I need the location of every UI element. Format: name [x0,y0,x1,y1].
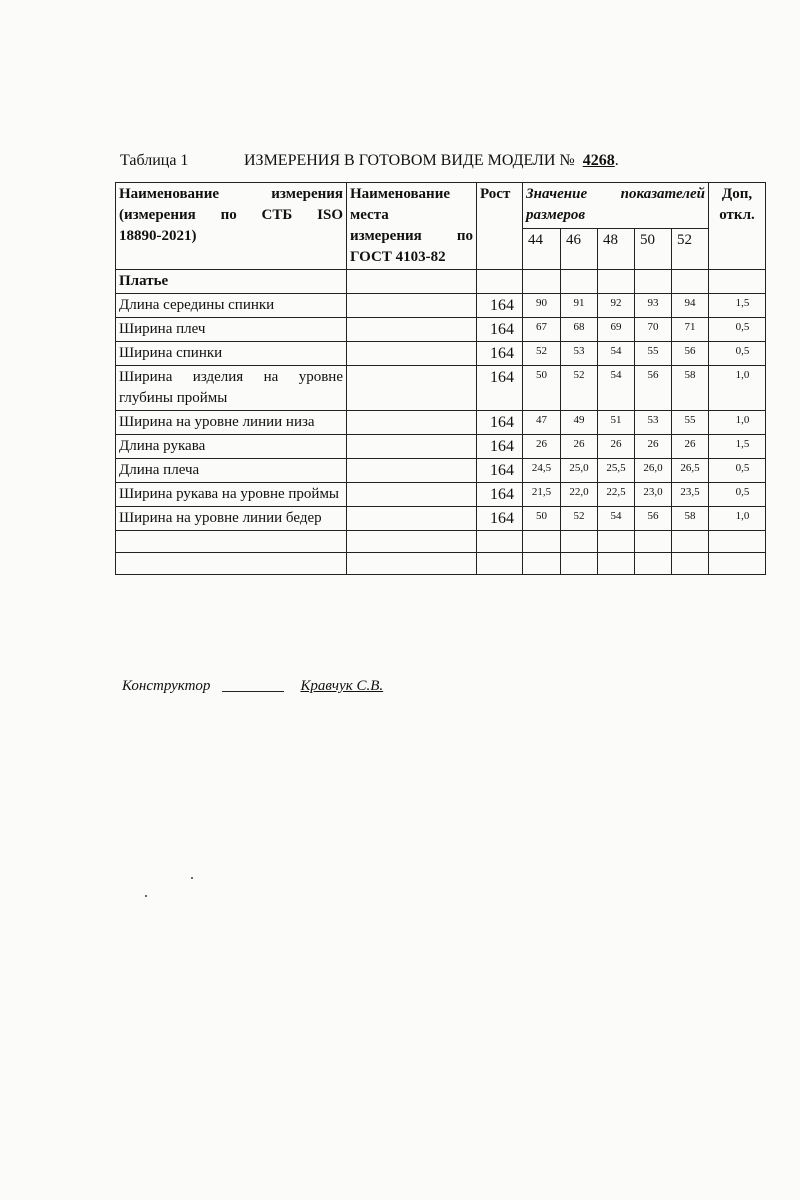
size-value-cell: 68 [561,318,598,342]
size-value-cell: 91 [561,294,598,318]
header-row [116,183,766,229]
table-label: Таблица 1 [120,152,189,169]
section-row [116,270,766,294]
size-label: 46 [561,228,598,269]
size-value-cell: 24,5 [523,459,561,483]
scan-speck [145,895,147,897]
measure-name-cell: Длина середины спинки [116,294,347,318]
height-cell: 164 [477,411,523,435]
measure-name-cell: Ширина спинки [116,342,347,366]
signer-name: Кравчук С.В. [300,678,384,694]
size-value-cell: 25,0 [561,459,598,483]
tolerance-cell: 1,0 [709,507,766,531]
size-value-cell: 54 [598,507,635,531]
empty-cell [347,553,477,575]
size-value-cell: 47 [523,411,561,435]
size-label: 52 [672,228,709,269]
size-value-cell: 26 [523,435,561,459]
size-value-cell: 51 [598,411,635,435]
header-place-name: Наименование места измерения по ГОСТ 4103-82 [347,183,477,270]
measure-name-cell: Длина плеча [116,459,347,483]
place-cell [347,483,477,507]
empty-cell [672,531,709,553]
size-value-cell: 53 [561,342,598,366]
size-value-cell: 22,5 [598,483,635,507]
height-cell: 164 [477,318,523,342]
place-cell [347,342,477,366]
size-value-cell: 53 [635,411,672,435]
header-measure-name [116,183,347,270]
measure-l1: Наименование измерения [119,186,343,202]
empty-cell [116,553,347,575]
measure-l3: 18890-2021) [119,228,197,244]
size-label: 50 [635,228,672,269]
size-value-cell: 22,0 [561,483,598,507]
empty-cell [561,531,598,553]
size-value-cell: 52 [523,342,561,366]
empty-cell [523,553,561,575]
size-value-cell: 71 [672,318,709,342]
tolerance-cell: 1,5 [709,294,766,318]
section-title: Платье [116,270,347,294]
empty-cell [672,553,709,575]
size-value-cell: 25,5 [598,459,635,483]
size-value-cell: 26 [561,435,598,459]
size-value-cell: 56 [635,366,672,411]
size-value-cell: 52 [561,366,598,411]
place-cell [347,411,477,435]
height-cell: 164 [477,483,523,507]
measure-l2: (измерения по СТБ ISO [119,207,343,223]
tolerance-cell: 1,0 [709,411,766,435]
tolerance-cell: 0,5 [709,483,766,507]
size-value-cell: 26 [635,435,672,459]
empty-cell [709,553,766,575]
table-row [116,459,766,483]
signature-blank [222,691,284,692]
place-cell [347,294,477,318]
height-cell: 164 [477,459,523,483]
place-cell [347,507,477,531]
table-row [116,318,766,342]
empty-row [116,531,766,553]
size-value-cell: 55 [672,411,709,435]
table-row [116,435,766,459]
size-value-cell: 90 [523,294,561,318]
model-number: 4268 [582,152,615,169]
place-cell [347,459,477,483]
heading-text: ИЗМЕРЕНИЯ В ГОТОВОМ ВИДЕ МОДЕЛИ № [244,152,575,169]
measure-name-cell: Ширина рукава на уровне проймы [116,483,347,507]
measure-name-cell: Ширина плеч [116,318,347,342]
size-value-cell: 69 [598,318,635,342]
size-value-cell: 58 [672,366,709,411]
table-row [116,507,766,531]
size-value-cell: 26,5 [672,459,709,483]
measure-name-cell: Ширина на уровне линии бедер [116,507,347,531]
place-cell [347,435,477,459]
empty-cell [116,531,347,553]
size-value-cell: 70 [635,318,672,342]
empty-cell [598,553,635,575]
measurements-table [115,182,766,575]
size-value-cell: 55 [635,342,672,366]
size-value-cell: 26 [672,435,709,459]
size-value-cell: 94 [672,294,709,318]
size-value-cell: 26,0 [635,459,672,483]
height-cell: 164 [477,366,523,411]
height-cell: 164 [477,294,523,318]
empty-cell [709,531,766,553]
size-value-cell: 58 [672,507,709,531]
tolerance-cell: 0,5 [709,318,766,342]
size-value-cell: 56 [635,507,672,531]
table-row [116,342,766,366]
empty-cell [477,531,523,553]
table-row [116,483,766,507]
size-label: 44 [523,228,561,269]
height-cell: 164 [477,342,523,366]
heading-end: . [614,152,619,169]
size-value-cell: 67 [523,318,561,342]
size-value-cell: 23,5 [672,483,709,507]
signer-role: Конструктор [122,678,211,694]
empty-cell [598,531,635,553]
size-value-cell: 52 [561,507,598,531]
signature-line [122,678,383,695]
size-value-cell: 50 [523,366,561,411]
measure-name-cell: Ширина изделия на уровне глубины проймы [116,366,347,411]
empty-row [116,553,766,575]
tolerance-cell: 0,5 [709,342,766,366]
size-value-cell: 21,5 [523,483,561,507]
tolerance-cell: 0,5 [709,459,766,483]
page-title [244,151,619,171]
header-height: Рост [477,183,523,270]
size-value-cell: 54 [598,366,635,411]
table-row [116,366,766,411]
empty-cell [523,531,561,553]
size-label: 48 [598,228,635,269]
measure-name-cell: Длина рукава [116,435,347,459]
empty-cell [635,553,672,575]
measure-name-cell: Ширина на уровне линии низа [116,411,347,435]
empty-cell [477,553,523,575]
size-value-cell: 93 [635,294,672,318]
height-cell: 164 [477,507,523,531]
header-size-values: Значение показателей размеров [523,183,709,229]
scan-speck [191,877,193,879]
table-row [116,294,766,318]
tolerance-cell: 1,5 [709,435,766,459]
size-value-cell: 54 [598,342,635,366]
empty-cell [635,531,672,553]
size-value-cell: 49 [561,411,598,435]
size-value-cell: 50 [523,507,561,531]
empty-cell [561,553,598,575]
empty-cell [347,531,477,553]
place-cell [347,318,477,342]
table-row [116,411,766,435]
tolerance-cell: 1,0 [709,366,766,411]
place-cell [347,366,477,411]
header-tolerance: Доп, откл. [709,183,766,270]
size-value-cell: 56 [672,342,709,366]
height-cell: 164 [477,435,523,459]
size-value-cell: 23,0 [635,483,672,507]
size-value-cell: 92 [598,294,635,318]
size-value-cell: 26 [598,435,635,459]
